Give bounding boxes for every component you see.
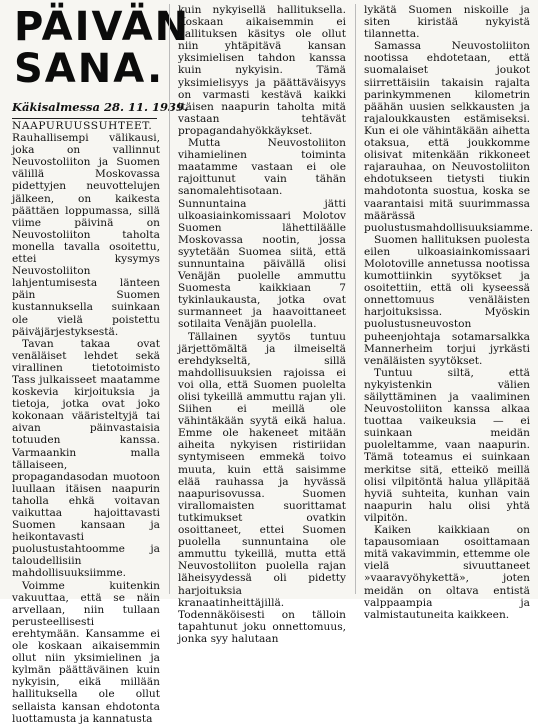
article-paragraph: Tuntuu siltä, että nykyistenkin välien säilyttäminen ja vaaliminen Neuvostoliiton kanssa alkaa tuottaa vaikeuksia — ei suinkaan meidän puoleltamme, vaan naapurin. Tämä toteamus ei suinkaan merkitse sitä, etteikö meillä olisi vilpitöntä halua ylläpitää hyviä suhteita, kunhan vain naapurin halu olisi yhtä vilpitön. [364, 366, 530, 524]
article-paragraph: Mutta Neuvostoliiton vihamielinen toiminta maatamme vastaan ei ole rajoittunut vain tähän sanomalehtisotaan. Sunnuntaina jätti ulkoasiainkomissaari Molotov Suomen lähettiläälle Moskovassa nootin, jossa syytetään Suomea siitä, että sunnuntaina päivällä olisi Venäjän puolelle ammuttu Suomesta kaikkiaan 7 tykinlaukausta, jotka ovat surmanneet ja haavoittaneet sotilaita Venäjän puolella. [178, 137, 346, 331]
article-column-2 [178, 4, 346, 645]
article-paragraph: Voimme kuitenkin vakuuttaa, että se näin arvellaan, niin tullaan perusteellisesti erehtymään. Kansamme ei ole koskaan aikaisemmin ollut niin yksimielinen ja kylmän päättäväinen kuin nykyisin, eikä millään hallituksella ole ollut sellaista kansan ehdotonta luottamusta ja kannatusta [12, 579, 160, 725]
article-paragraph: Rauhallisempi välikausi, joka on vallinnut Neuvostoliiton ja Suomen välillä Moskovassa pidettyjen neuvottelujen jälkeen, on kaikesta päättäen loppumassa, sillä viime päivinä on Neuvostoliiton taholta monella tavalla osoitettu, ettei kysymys Neuvostoliiton lahjentumisesta länteen päin Suomen kustannuksella suinkaan ole vielä poistettu päiväjärjestyksestä. [12, 132, 160, 338]
column-separator [169, 4, 170, 594]
article-heading: NAAPURUUSSUHTEET. [12, 120, 153, 132]
divider-rule [12, 118, 157, 119]
article-column-1 [12, 120, 160, 725]
masthead-line-2: SANA. [14, 46, 165, 92]
article-paragraph: Kaiken kaikkiaan on tapausomiaan osoittamaan mitä vakavimmin, ettemme ole vielä sivuuttaneet »vaaravyöhykettä», joten meidän on oltava entistä valppaampia ja valmistautuneita kaikkeen. [364, 524, 530, 621]
column-separator [355, 4, 356, 594]
column-masthead [14, 4, 191, 92]
article-paragraph: lykätä Suomen niskoille ja siten kiristää nykyistä tilannetta. [364, 4, 530, 41]
article-paragraph: Tavan takaa ovat venäläiset lehdet sekä virallinen tietotoimisto Tass julkaisseet maatamme koskevia kirjoituksia ja tietoja, jotka ovat joko kokonaan vääristeltyjä tai aivan päinvastaisia totuuden kanssa. Varmaankin malla tällaiseen, propagandasodan muotoon luullaan itäisen naapurin taholla ehkä voitavan vaikuttaa hajoittavasti Suomen kansaan ja heikontavasti puolustustahtoomme ja taloudellisiin mahdollisuuksiimme. [12, 337, 160, 580]
article-column-3 [364, 4, 534, 621]
dateline: Käkisalmessa 28. 11. 1939. [12, 100, 188, 114]
article-paragraph: Samassa Neuvostoliiton nootissa ehdotetaan, että suomalaiset joukot siirrettäisiin takaisin rajalta parinkymmenen kilometrin päähän uusien selkkausten ja rajaloukkausten estämiseksi. Kun ei ole vähintäkään aihetta otaksua, että joukkomme olisivat mitenkään rikkoneet rajarauhaa, on Neuvostoliiton ehdotukseen tietysti tiukin mahdotonta suostua, koska se vaarantaisi mitä suurimmassa määrässä puolustusmahdollisuuksiamme. [364, 40, 534, 234]
article-paragraph: Suomen hallituksen puolesta eilen ulkoasiainkomissaari Molotoville annetussa nootissa kumottiinkin syytökset ja osoitettiin, että oli kyseessä onnettomuus venäläisten harjoituksissa. Myöskin puolustusneuvoston puheenjohtaja sotamarsalkka Mannerheim torjui jyrkästi venäläisten syytökset. [364, 233, 530, 367]
masthead-line-1: PÄIVÄN [14, 4, 191, 50]
article-paragraph: kuin nykyisellä hallituksella. Koskaan aikaisemmin ei hallituksen käsitys ole ollut niin yhtäpitävä kansan yksimielisen tahdon kanssa kuin nykyisin. Tämä yksimielisyys ja päättäväisyys on varmasti kestävä kaikki itäisen naapurin taholta mitä vastaan tehtävät propagandahyökkäykset. [178, 4, 346, 137]
article-paragraph: Tällainen syytös tuntuu järjettömältä ja ilmeiseltä erehdykseltä, sillä mahdollisuuksien rajoissa ei voi olla, että Suomen puolelta olisi tykeillä ammuttu rajan yli. Siihen ei meillä ole vähintäkään syytä eikä halua. Emme ole hakeneet mitään aiheita nykyisen ristiriidan syntymiseen emmekä toivo muuta, kuin että saisimme elää rauhassa ja hyvässä naapurisovussa. Suomen virallomaisten suorittamat tutkimukset ovatkin osoittaneet, ettei Suomen puolella sunnuntaina ole ammuttu tykeillä, mutta että Neuvostoliiton puolella rajan läheisyydessä oli pidetty harjoituksia kranaatinheittäjillä. Todennäköisesti on tälloin tapahtunut joku onnettomuus, jonka syy halutaan [178, 330, 346, 645]
